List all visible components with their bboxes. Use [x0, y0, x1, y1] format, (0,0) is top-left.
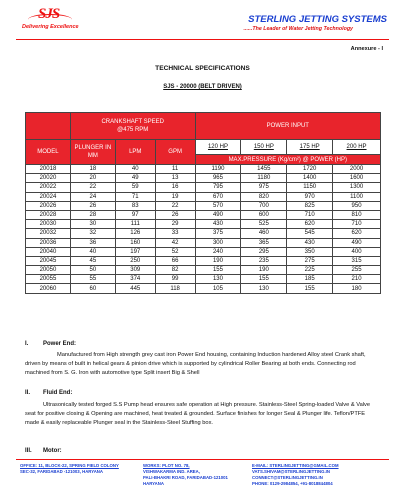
table-cell: 309 — [115, 266, 155, 275]
table-cell: 155 — [241, 275, 287, 284]
table-cell: 32 — [70, 229, 115, 238]
office-line-2: SEC-32, FARIDABAD -121003, HARYANA — [20, 469, 104, 474]
table-cell: 300 — [195, 238, 241, 247]
table-cell: 255 — [333, 266, 381, 275]
table-cell: 40 — [115, 165, 155, 174]
table-cell: 105 — [195, 284, 241, 293]
table-cell: 1600 — [333, 174, 381, 183]
table-cell: 118 — [155, 284, 195, 293]
tagline: Delivering Excellence — [22, 24, 79, 30]
table-cell: 18 — [70, 165, 115, 174]
table-cell: 160 — [115, 238, 155, 247]
table-cell: 20032 — [26, 229, 71, 238]
table-cell: 1150 — [287, 183, 333, 192]
table-cell: 66 — [155, 256, 195, 265]
footer — [0, 459, 405, 498]
page-subtitle: SJS - 20000 (BELT DRIVEN) — [163, 84, 242, 90]
table-cell: 155 — [195, 266, 241, 275]
blank-header-cell — [26, 113, 71, 140]
table-cell: 315 — [333, 256, 381, 265]
table-cell: 82 — [155, 266, 195, 275]
table-cell: 190 — [195, 256, 241, 265]
table-cell: 1180 — [241, 174, 287, 183]
table-cell: 197 — [115, 247, 155, 256]
works-line-1: WORKS: PLOT NO. 78, — [143, 463, 190, 468]
table-cell: 185 — [287, 275, 333, 284]
table-cell: 445 — [115, 284, 155, 293]
table-cell: 24 — [70, 192, 115, 201]
table-cell: 20024 — [26, 192, 71, 201]
table-cell: 30 — [70, 220, 115, 229]
email-line-2: VATS.SHIVAM@STERLINGJETTING.IN — [252, 469, 330, 474]
table-cell: 374 — [115, 275, 155, 284]
works-line-2: VISHWAKARMA IND. AREA, — [143, 469, 200, 474]
footer-office — [20, 463, 119, 475]
table-cell: 1455 — [241, 165, 287, 174]
page-title: TECHNICAL SPECIFICATIONS — [155, 65, 250, 72]
table-row — [26, 247, 381, 256]
company-logo — [20, 6, 80, 36]
table-cell: 60 — [70, 284, 115, 293]
table-cell: 795 — [195, 183, 241, 192]
table-cell: 71 — [115, 192, 155, 201]
table-cell: 295 — [241, 247, 287, 256]
table-row — [26, 284, 381, 293]
table-cell: 965 — [195, 174, 241, 183]
table-cell: 275 — [287, 256, 333, 265]
table-cell: 19 — [155, 192, 195, 201]
hp-150-header: 150 HP — [241, 140, 287, 155]
table-cell: 83 — [115, 201, 155, 210]
table-cell: 2000 — [333, 165, 381, 174]
table-cell: 1100 — [333, 192, 381, 201]
model-header: MODEL — [26, 140, 71, 165]
table-cell: 111 — [115, 220, 155, 229]
table-cell: 700 — [241, 201, 287, 210]
table-cell: 525 — [241, 220, 287, 229]
phone-line: PHONE: 0129-2984854, +91-8018844804 — [252, 481, 333, 486]
table-cell: 20030 — [26, 220, 71, 229]
section-1-text: Manufactured from High strength grey cast iron Power End housing, containing Induction hardened Alloy steel Crank shaft, driven by means of built in helical gears & pinion drive which is supported by cylindrical Roller Bearing at both ends. Connecting rod machined from S. G. Iron with automotive type Split insert Big & Shell — [25, 352, 366, 376]
table-cell: 710 — [287, 210, 333, 219]
table-cell: 130 — [195, 275, 241, 284]
table-row — [26, 238, 381, 247]
table-cell: 45 — [70, 256, 115, 265]
table-cell: 20055 — [26, 275, 71, 284]
table-row — [26, 275, 381, 284]
logo-text: SJS — [38, 6, 60, 22]
footer-works — [143, 463, 228, 487]
table-cell: 97 — [115, 210, 155, 219]
table-cell: 240 — [195, 247, 241, 256]
table-cell: 55 — [70, 275, 115, 284]
table-cell: 130 — [241, 284, 287, 293]
table-cell: 126 — [115, 229, 155, 238]
table-cell: 26 — [70, 201, 115, 210]
table-cell: 810 — [333, 210, 381, 219]
table-cell: 20060 — [26, 284, 71, 293]
table-cell: 210 — [333, 275, 381, 284]
table-cell: 49 — [115, 174, 155, 183]
lpm-header: LPM — [115, 140, 155, 165]
table-cell: 570 — [195, 201, 241, 210]
footer-contact — [252, 463, 339, 487]
section-2-number: II. — [25, 390, 31, 396]
max-pressure-header: MAX.PRESSURE (Kg/cm²) @ POWER (HP) — [195, 155, 380, 165]
table-cell: 430 — [287, 238, 333, 247]
table-cell: 99 — [155, 275, 195, 284]
crankshaft-header: CRANKSHAFT SPEED @475 RPM — [70, 113, 195, 140]
section-2-text: Ultrasonically tested forged S.S Pump head ensures safe operation at High pressure. Stainless-Steel Spring-loaded Valve & Valve seat for positive closing & Opening are machined, heat treated & grounded. Surface finishes for longer Seal & Plunger life. Teflon/PTFE made & easily replaceable Plunger seal in the Stainless-Steel Stuffing box. — [25, 402, 370, 426]
table-cell: 1720 — [287, 165, 333, 174]
table-cell: 20028 — [26, 210, 71, 219]
table-cell: 490 — [195, 210, 241, 219]
works-line-3: PALI-BHAKRI ROAD, FARIDABAD-121001 — [143, 475, 228, 480]
table-row — [26, 201, 381, 210]
table-cell: 235 — [241, 256, 287, 265]
table-cell: 820 — [241, 192, 287, 201]
table-cell: 400 — [333, 247, 381, 256]
section-3-label: Motor: — [43, 448, 62, 454]
table-cell: 20040 — [26, 247, 71, 256]
table-cell: 20022 — [26, 183, 71, 192]
table-cell: 20 — [70, 174, 115, 183]
table-cell: 620 — [333, 229, 381, 238]
table-row — [26, 229, 381, 238]
table-cell: 190 — [241, 266, 287, 275]
office-line-1: OFFICE: 11, BLOCK-22, SPRING FIELD COLONY — [20, 463, 119, 468]
table-cell: 155 — [287, 284, 333, 293]
table-cell: 20050 — [26, 266, 71, 275]
annexure-label: Annexure - I — [350, 46, 383, 52]
table-cell: 20026 — [26, 201, 71, 210]
table-cell: 970 — [287, 192, 333, 201]
letterhead — [0, 0, 405, 42]
table-cell: 600 — [241, 210, 287, 219]
table-cell: 52 — [155, 247, 195, 256]
gpm-header: GPM — [155, 140, 195, 165]
table-cell: 59 — [115, 183, 155, 192]
table-cell: 22 — [70, 183, 115, 192]
table-row — [26, 266, 381, 275]
works-line-4: HARYANA — [143, 481, 164, 486]
table-cell: 20036 — [26, 238, 71, 247]
table-cell: 26 — [155, 210, 195, 219]
company-slogan: ......The Leader of Water Jetting Technology — [243, 26, 353, 32]
table-cell: 22 — [155, 201, 195, 210]
table-cell: 20020 — [26, 174, 71, 183]
table-cell: 33 — [155, 229, 195, 238]
table-cell: 1190 — [195, 165, 241, 174]
table-cell: 225 — [287, 266, 333, 275]
table-cell: 670 — [195, 192, 241, 201]
company-name: STERLING JETTING SYSTEMS — [248, 14, 387, 25]
table-cell: 545 — [287, 229, 333, 238]
table-row — [26, 256, 381, 265]
hp-120-header: 120 HP — [195, 140, 241, 155]
hp-175-header: 175 HP — [287, 140, 333, 155]
table-row — [26, 174, 381, 183]
table-row — [26, 165, 381, 174]
table-cell: 42 — [155, 238, 195, 247]
section-3-number: III. — [25, 448, 32, 454]
table-row — [26, 183, 381, 192]
table-cell: 620 — [287, 220, 333, 229]
plunger-header: PLUNGER IN MM — [70, 140, 115, 165]
table-cell: 375 — [195, 229, 241, 238]
table-cell: 29 — [155, 220, 195, 229]
table-cell: 28 — [70, 210, 115, 219]
section-2-label: Fluid End: — [43, 390, 73, 396]
table-cell: 13 — [155, 174, 195, 183]
table-cell: 365 — [241, 238, 287, 247]
section-1-label: Power End: — [43, 341, 77, 347]
table-cell: 20045 — [26, 256, 71, 265]
table-cell: 16 — [155, 183, 195, 192]
header-divider — [16, 39, 389, 40]
table-cell: 460 — [241, 229, 287, 238]
table-cell: 490 — [333, 238, 381, 247]
table-cell: 11 — [155, 165, 195, 174]
table-cell: 20018 — [26, 165, 71, 174]
table-cell: 40 — [70, 247, 115, 256]
email-line-3: CONNECT@STERLINGJETTING.IN — [252, 475, 323, 480]
table-cell: 975 — [241, 183, 287, 192]
table-header-row-3 — [26, 140, 381, 155]
spec-table — [25, 112, 381, 294]
table-cell: 430 — [195, 220, 241, 229]
hp-200-header: 200 HP — [333, 140, 381, 155]
table-row — [26, 220, 381, 229]
email-line-1: E-MAIL: STERLINGJETTING@GMAIL.COM — [252, 463, 339, 468]
table-cell: 950 — [333, 201, 381, 210]
power-input-header: POWER INPUT — [195, 113, 380, 140]
table-cell: 250 — [115, 256, 155, 265]
table-cell: 50 — [70, 266, 115, 275]
section-1-number: I. — [25, 341, 29, 347]
table-cell: 36 — [70, 238, 115, 247]
table-row — [26, 192, 381, 201]
table-cell: 1400 — [287, 174, 333, 183]
table-cell: 825 — [287, 201, 333, 210]
table-row — [26, 210, 381, 219]
table-cell: 350 — [287, 247, 333, 256]
table-cell: 1300 — [333, 183, 381, 192]
table-cell: 180 — [333, 284, 381, 293]
table-cell: 710 — [333, 220, 381, 229]
